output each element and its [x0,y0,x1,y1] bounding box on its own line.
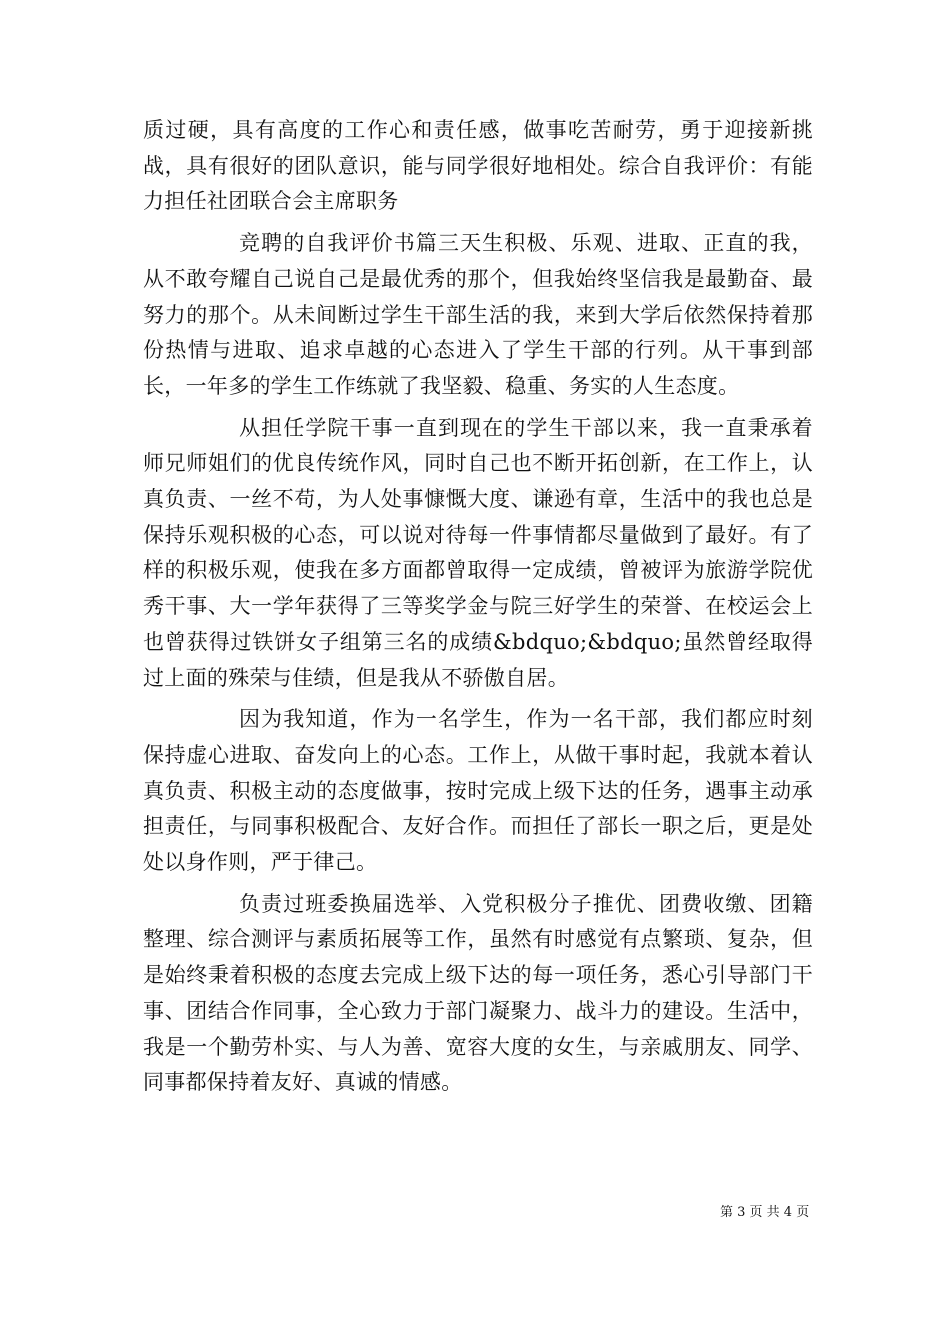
document-body [143,113,813,1101]
page-number-footer: 第 3 页 共 4 页 [720,1205,810,1220]
paragraph-5: 负责过班委换届选举、入党积极分子推优、团费收缴、团籍整理、综合测评与素质拓展等工作，虽然有时感觉有点繁琐、复杂，但是始终秉着积极的态度去完成上级下达的每一项任务，悉心引导部门干事、团结合作同事，全心致力于部门凝聚力、战斗力的建设。生活中，我是一个勤劳朴实、与人为善、宽容大度的女生，与亲戚朋友、同学、同事都保持着友好、真诚的情感。 [143,891,813,1095]
paragraph-1: 质过硬，具有高度的工作心和责任感，做事吃苦耐劳，勇于迎接新挑战，具有很好的团队意识，能与同学很好地相处。综合自我评价：有能力担任社团联合会主席职务 [143,118,813,214]
paragraph-4: 因为我知道，作为一名学生，作为一名干部，我们都应时刻保持虚心进取、奋发向上的心态。工作上，从做干事时起，我就本着认真负责、积极主动的态度做事，按时完成上级下达的任务，遇事主动承担责任，与同事积极配合、友好合作。而担任了部长一职之后，更是处处以身作则，严于律己。 [143,707,813,875]
paragraph-2: 竞聘的自我评价书篇三天生积极、乐观、进取、正直的我，从不敢夸耀自己说自己是最优秀的那个，但我始终坚信我是最勤奋、最努力的那个。从未间断过学生干部生活的我，来到大学后依然保持着那份热情与进取、追求卓越的心态进入了学生干部的行列。从干事到部长，一年多的学生工作练就了我坚毅、稳重、务实的人生态度。 [143,231,813,398]
paragraph-3: 从担任学院干事一直到现在的学生干部以来，我一直秉承着师兄师姐们的优良传统作风，同时自己也不断开拓创新，在工作上，认真负责、一丝不苟，为人处事慷慨大度、谦逊有章，生活中的我也总是保持乐观积极的心态，可以说对待每一件事情都尽量做到了最好。有了样的积极乐观，使我在多方面都曾取得一定成绩，曾被评为旅游学院优秀干事、大一学年获得了三等奖学金与院三好学生的荣誉、在校运会上也曾获得过铁饼女子组第三名的成绩&bdquo;&bdquo;虽然曾经取得过上面的殊荣与佳绩，但是我从不骄傲自居。 [143,415,813,690]
